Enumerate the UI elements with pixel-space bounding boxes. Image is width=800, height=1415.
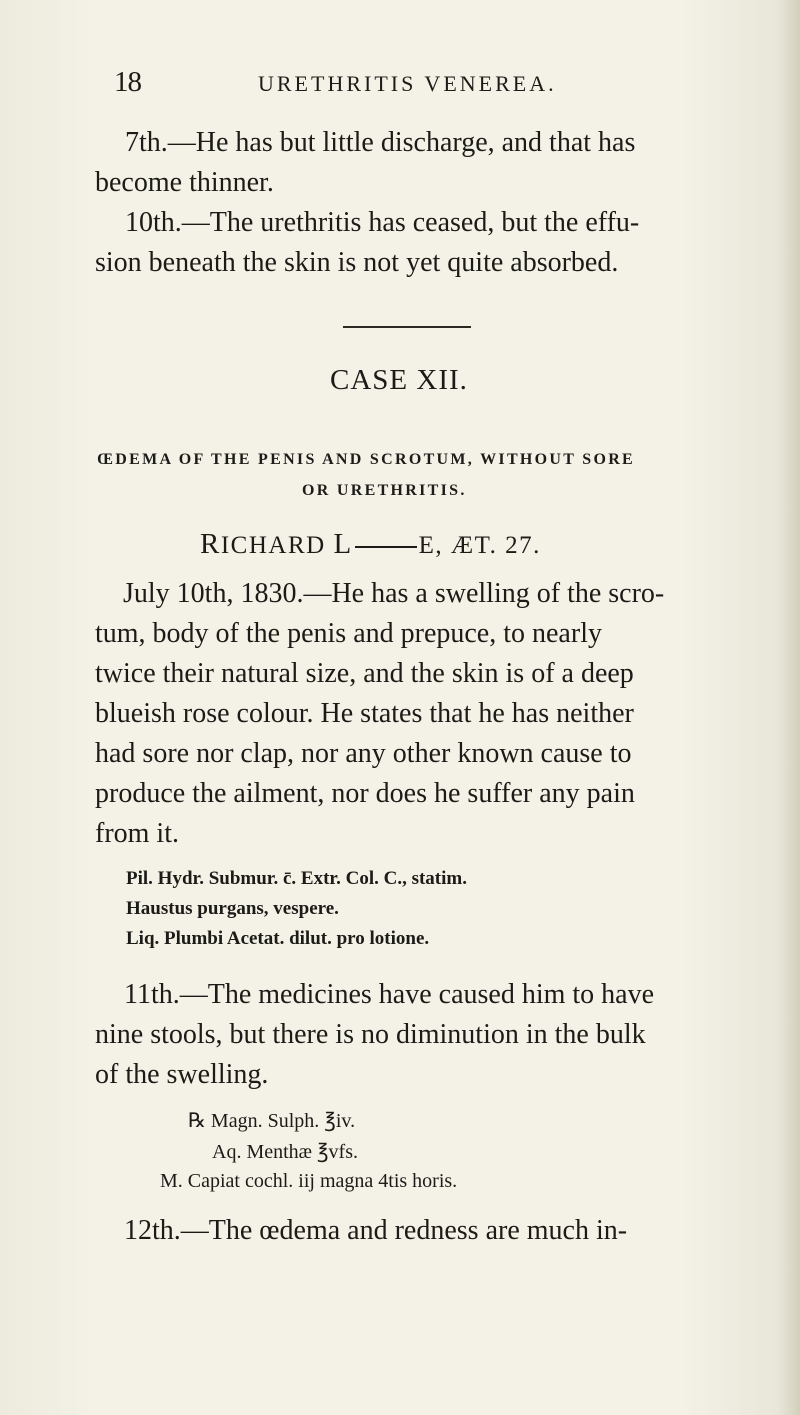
- prescription-line: M. Capiat cochl. iij magna 4tis horis.: [160, 1170, 458, 1192]
- case-title: CASE XII.: [330, 364, 468, 396]
- prescription-line: ℞ Magn. Sulph. ℥iv.: [188, 1110, 356, 1132]
- text-line: tum, body of the penis and prepuce, to nearly: [95, 618, 602, 649]
- patient-first-rest: ICHARD: [220, 532, 326, 559]
- prescription-line: Pil. Hydr. Submur. c̄. Extr. Col. C., statim.: [126, 868, 467, 889]
- case-subtitle: OR URETHRITIS.: [302, 482, 467, 499]
- patient-last-initial: L: [333, 528, 353, 560]
- case-subtitle: ŒDEMA OF THE PENIS AND SCROTUM, WITHOUT SORE: [97, 451, 636, 468]
- running-head: URETHRITIS VENEREA.: [258, 71, 557, 96]
- text-line: twice their natural size, and the skin is of a deep: [95, 658, 634, 689]
- text-line: become thinner.: [95, 167, 274, 198]
- text-line: blueish rose colour. He states that he has neither: [95, 698, 634, 729]
- prescription-line: Haustus purgans, vespere.: [126, 898, 339, 919]
- text-line: 10th.—The urethritis has ceased, but the effu-: [125, 207, 640, 238]
- patient-last-rest: E, ÆT. 27.: [418, 532, 541, 559]
- page-number: 18: [114, 66, 141, 98]
- prescription-line: Aq. Menthæ ℥vfs.: [212, 1141, 358, 1163]
- prescription-line: Liq. Plumbi Acetat. dilut. pro lotione.: [126, 928, 430, 949]
- text-line: nine stools, but there is no diminution in the bulk: [95, 1019, 646, 1050]
- text-line: of the swelling.: [95, 1059, 269, 1090]
- text-line: had sore nor clap, nor any other known cause to: [95, 738, 632, 769]
- text-line: from it.: [95, 818, 179, 849]
- patient-name: [200, 528, 541, 561]
- name-dash: [355, 546, 417, 548]
- text-line: July 10th, 1830.—He has a swelling of the scro-: [123, 578, 665, 609]
- text-line: sion beneath the skin is not yet quite absorbed.: [95, 247, 619, 278]
- text-line: 11th.—The medicines have caused him to have: [124, 979, 655, 1010]
- page-edge-shadow: [778, 0, 800, 1415]
- section-divider: [343, 326, 471, 328]
- text-line: 12th.—The œdema and redness are much in-: [124, 1215, 628, 1246]
- text-line: produce the ailment, nor does he suffer any pain: [95, 778, 635, 809]
- text-line: 7th.—He has but little discharge, and that has: [125, 127, 636, 158]
- patient-first-initial: R: [200, 528, 221, 560]
